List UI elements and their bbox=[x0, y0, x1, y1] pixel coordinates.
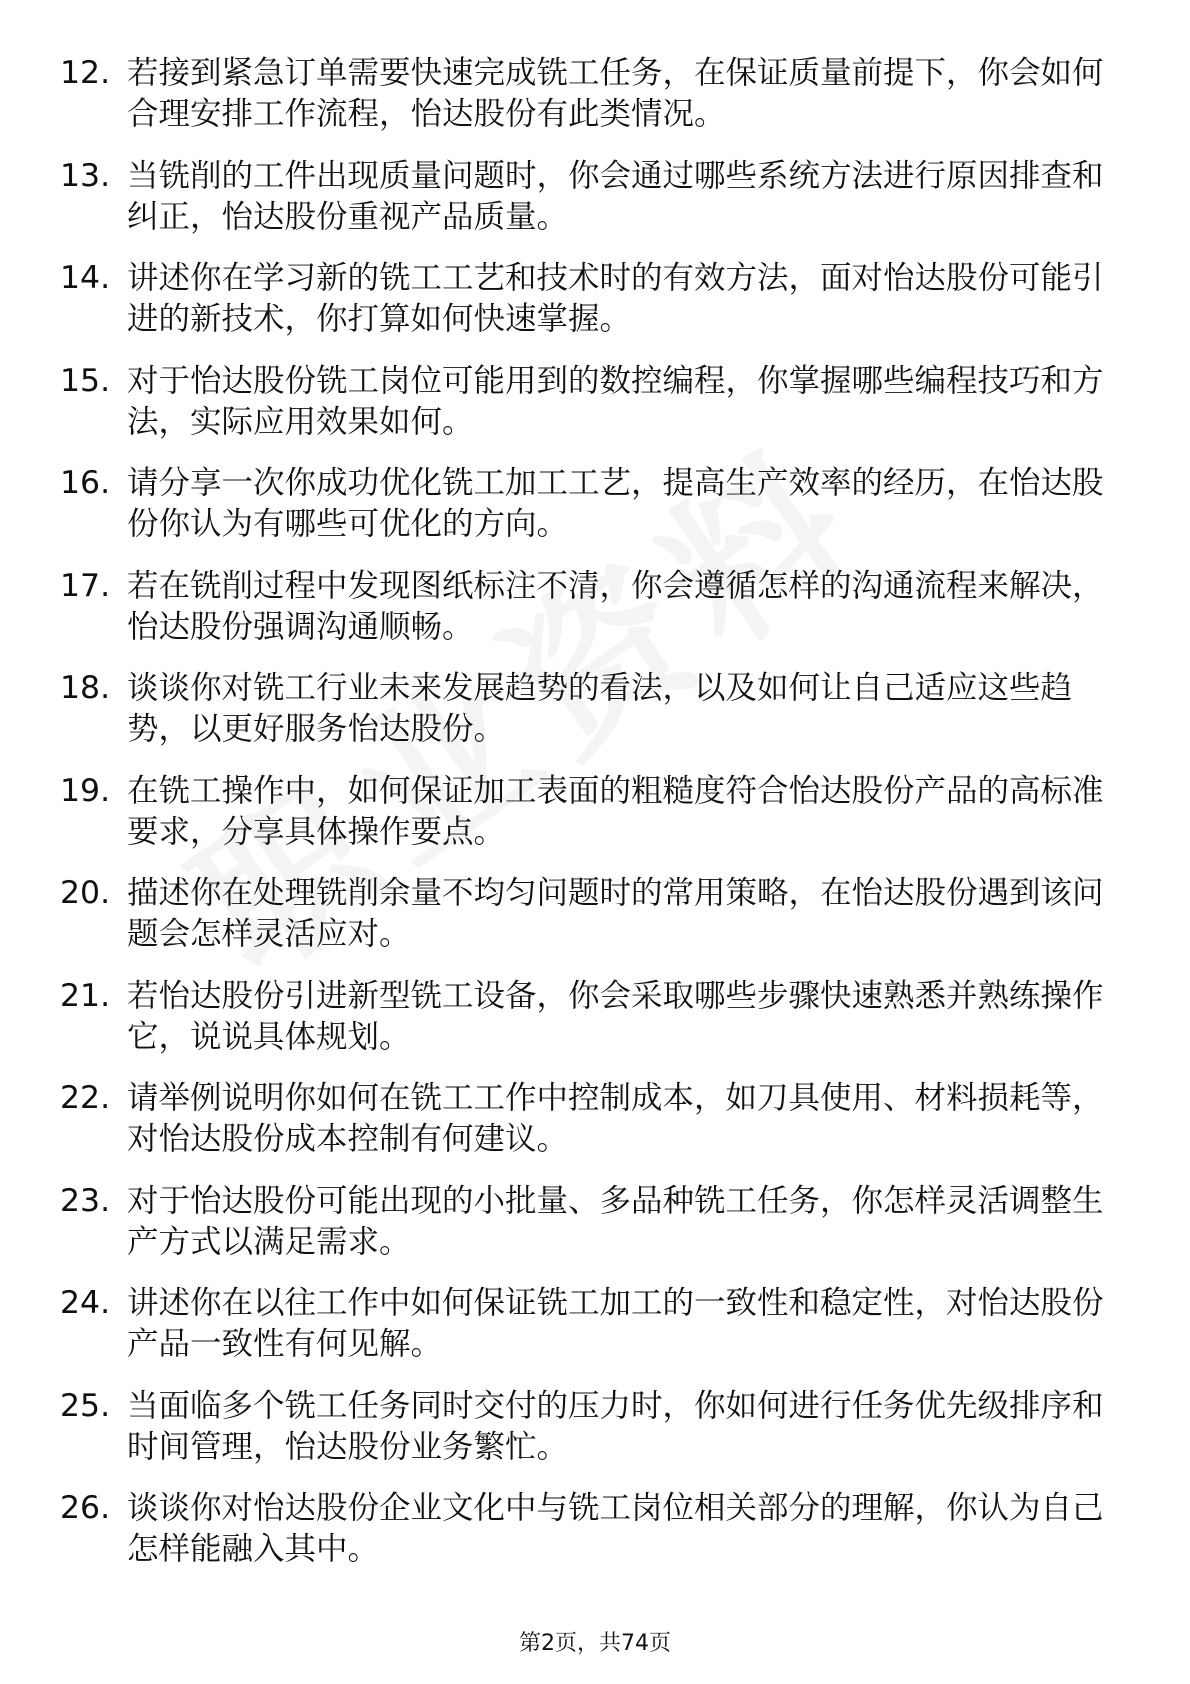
question-number: 17. bbox=[60, 567, 111, 604]
question-text: 描述你在处理铣削余量不均匀问题时的常用策略，在怡达股份遇到该问题会怎样灵活应对。 bbox=[127, 875, 1104, 952]
question-text: 在铣工操作中，如何保证加工表面的粗糙度符合怡达股份产品的高标准要求，分享具体操作要点。 bbox=[127, 772, 1104, 850]
question-item bbox=[60, 771, 1120, 853]
question-text: 讲述你在学习新的铣工工艺和技术时的有效方法，面对怡达股份可能引进的新技术，你打算如何快速掌握。 bbox=[127, 260, 1104, 337]
question-text: 请举例说明你如何在铣工工作中控制成本，如刀具使用、材料损耗等，对怡达股份成本控制有何建议。 bbox=[127, 1080, 1104, 1157]
question-text: 当面临多个铣工任务同时交付的压力时，你如何进行任务优先级排序和时间管理，怡达股份业务繁忙。 bbox=[127, 1387, 1104, 1465]
question-item bbox=[60, 976, 1120, 1058]
question-item bbox=[60, 258, 1120, 340]
question-item bbox=[60, 1078, 1120, 1160]
question-item bbox=[60, 1488, 1120, 1570]
question-text: 若接到紧急订单需要快速完成铣工任务，在保证质量前提下，你会如何合理安排工作流程，怡达股份有此类情况。 bbox=[127, 55, 1104, 132]
question-text: 若在铣削过程中发现图纸标注不清，你会遵循怎样的沟通流程来解决，怡达股份强调沟通顺畅。 bbox=[127, 567, 1104, 645]
question-item bbox=[60, 361, 1120, 443]
question-number: 20. bbox=[60, 875, 111, 911]
question-item bbox=[60, 1181, 1120, 1263]
question-number: 21. bbox=[60, 977, 111, 1014]
question-text: 对于怡达股份可能出现的小批量、多品种铣工任务，你怎样灵活调整生产方式以满足需求。 bbox=[127, 1182, 1104, 1260]
question-list bbox=[60, 53, 1120, 1591]
question-number: 15. bbox=[60, 362, 111, 399]
question-number: 19. bbox=[60, 772, 111, 809]
question-number: 18. bbox=[60, 670, 111, 706]
question-text: 谈谈你对铣工行业未来发展趋势的看法，以及如何让自己适应这些趋势，以更好服务怡达股份。 bbox=[127, 670, 1073, 747]
question-text: 谈谈你对怡达股份企业文化中与铣工岗位相关部分的理解，你认为自己怎样能融入其中。 bbox=[127, 1490, 1104, 1567]
question-number: 24. bbox=[60, 1285, 111, 1321]
question-item bbox=[60, 668, 1120, 750]
question-item bbox=[60, 156, 1120, 238]
question-text: 若怡达股份引进新型铣工设备，你会采取哪些步骤快速熟悉并熟练操作它，说说具体规划。 bbox=[127, 977, 1104, 1055]
question-number: 26. bbox=[60, 1490, 111, 1526]
question-number: 16. bbox=[60, 465, 111, 501]
question-number: 13. bbox=[60, 157, 111, 194]
question-item bbox=[60, 463, 1120, 545]
question-text: 讲述你在以往工作中如何保证铣工加工的一致性和稳定性，对怡达股份产品一致性有何见解。 bbox=[127, 1285, 1104, 1362]
question-item bbox=[60, 1283, 1120, 1365]
question-number: 14. bbox=[60, 260, 111, 296]
question-text: 当铣削的工件出现质量问题时，你会通过哪些系统方法进行原因排查和纠正，怡达股份重视产品质量。 bbox=[127, 157, 1104, 235]
question-number: 12. bbox=[60, 55, 111, 91]
question-item bbox=[60, 53, 1120, 135]
question-text: 请分享一次你成功优化铣工加工工艺，提高生产效率的经历，在怡达股份你认为有哪些可优化的方向。 bbox=[127, 465, 1104, 542]
question-item bbox=[60, 566, 1120, 648]
question-number: 25. bbox=[60, 1387, 111, 1424]
question-number: 23. bbox=[60, 1182, 111, 1219]
question-item bbox=[60, 873, 1120, 955]
question-number: 22. bbox=[60, 1080, 111, 1116]
question-text: 对于怡达股份铣工岗位可能用到的数控编程，你掌握哪些编程技巧和方法，实际应用效果如何。 bbox=[127, 362, 1104, 440]
question-item bbox=[60, 1386, 1120, 1468]
page-number-footer: 第2页，共74页 bbox=[519, 1631, 671, 1656]
